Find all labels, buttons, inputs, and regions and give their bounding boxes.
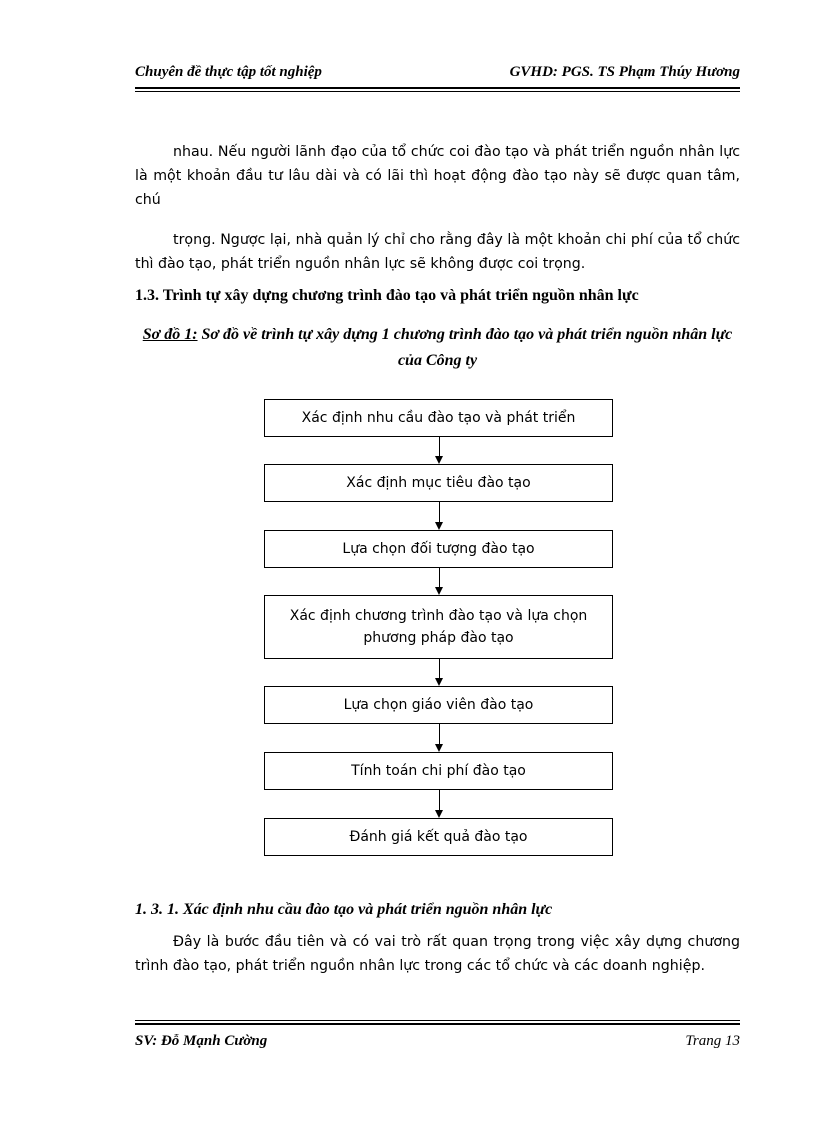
- footer-author: SV: Đỗ Mạnh Cường: [135, 1033, 268, 1049]
- header-rule-thin: [135, 91, 740, 92]
- flow-arrow-5-line: [439, 724, 440, 744]
- flow-arrow-2-line: [439, 502, 440, 522]
- sub-heading: 1. 3. 1. Xác định nhu cầu đào tạo và phát triển nguồn nhân lực: [135, 901, 553, 918]
- diagram-title: Sơ đồ về trình tự xây dựng 1 chương trình đào tạo và phát triển nguồn nhân lực của Công ty: [201, 326, 733, 369]
- flow-arrow-4-head: [435, 678, 443, 686]
- flow-arrow-2-head: [435, 522, 443, 530]
- paragraph-3: Đây là bước đầu tiên và có vai trò rất quan trọng trong việc xây dựng chương trình đào tạo, phát triển nguồn nhân lực trong các tổ chức và các doanh nghiệp.: [135, 934, 740, 974]
- flow-step-6: Tính toán chi phí đào tạo: [264, 752, 613, 790]
- diagram-label: Sơ đồ 1:: [142, 326, 198, 343]
- page-number: Trang 13: [685, 1033, 740, 1049]
- flow-step-3: Lựa chọn đối tượng đào tạo: [264, 530, 613, 568]
- paragraph-1: nhau. Nếu người lãnh đạo của tổ chức coi đào tạo và phát triển nguồn nhân lực là một khoản đầu tư lâu dài và có lãi thì hoạt động đào tạo này sẽ được quan tâm, chú: [135, 144, 740, 208]
- flow-arrow-6-head: [435, 810, 443, 818]
- flow-step-1: Xác định nhu cầu đào tạo và phát triển: [264, 399, 613, 437]
- section-heading: 1.3. Trình tự xây dựng chương trình đào tạo và phát triển nguồn nhân lực: [135, 287, 639, 304]
- flow-arrow-1-head: [435, 456, 443, 464]
- flow-arrow-6-line: [439, 790, 440, 810]
- paragraph-2: trọng. Ngược lại, nhà quản lý chỉ cho rằng đây là một khoản chi phí của tổ chức thì đào tạo, phát triển nguồn nhân lực sẽ không được coi trọng.: [135, 232, 740, 272]
- flow-arrow-3-line: [439, 568, 440, 587]
- flow-arrow-1-line: [439, 437, 440, 456]
- flow-step-7: Đánh giá kết quả đào tạo: [264, 818, 613, 856]
- flow-arrow-5-head: [435, 744, 443, 752]
- header-rule-thick: [135, 87, 740, 89]
- flow-arrow-3-head: [435, 587, 443, 595]
- page-footer: [135, 1033, 740, 1053]
- flow-step-4: Xác định chương trình đào tạo và lựa chọn phương pháp đào tạo: [264, 595, 613, 659]
- diagram-caption: [135, 322, 740, 374]
- flow-arrow-4-line: [439, 659, 440, 678]
- footer-rule-thick: [135, 1023, 740, 1025]
- page-header: [135, 64, 740, 84]
- header-advisor: GVHD: PGS. TS Phạm Thúy Hương: [509, 64, 740, 80]
- header-title: Chuyên đề thực tập tốt nghiệp: [135, 64, 322, 80]
- footer-rule-thin: [135, 1020, 740, 1021]
- flow-step-5: Lựa chọn giáo viên đào tạo: [264, 686, 613, 724]
- flow-step-2: Xác định mục tiêu đào tạo: [264, 464, 613, 502]
